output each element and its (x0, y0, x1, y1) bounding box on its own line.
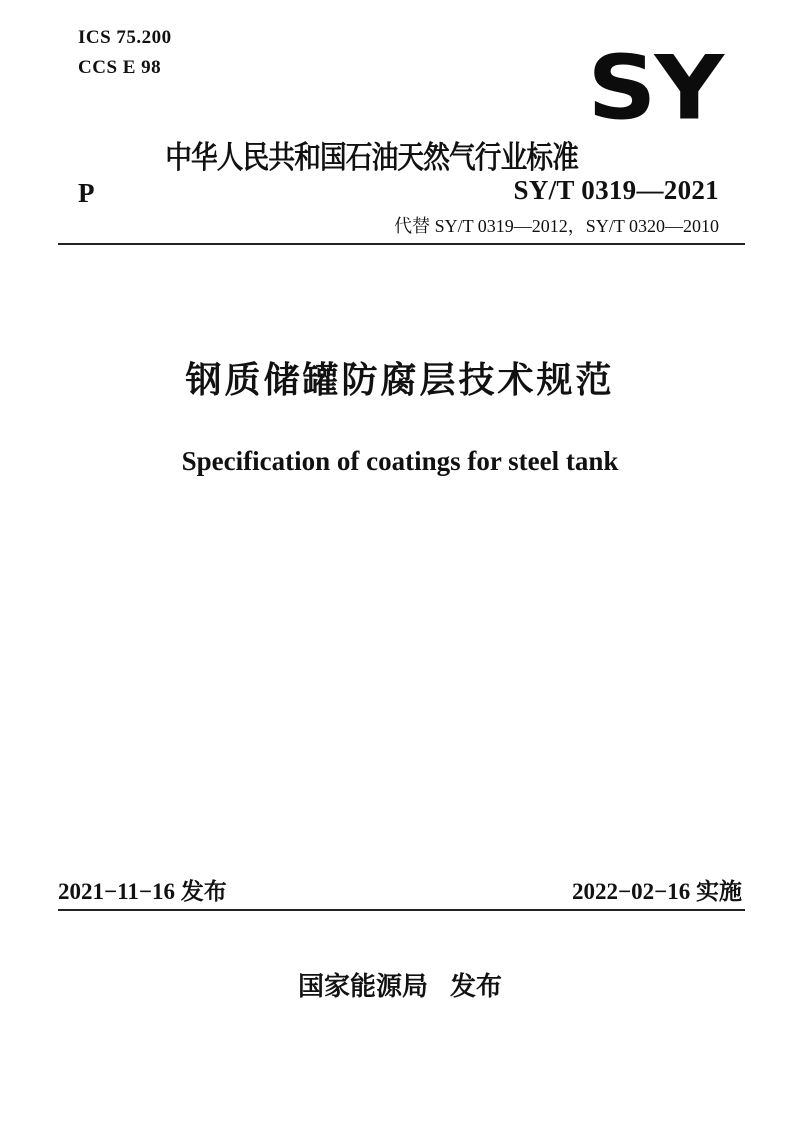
industry-standard-name: 中华人民共和国石油天然气行业标准 (165, 140, 578, 176)
document-title-chinese: 钢质储罐防腐层技术规范 (185, 360, 615, 401)
header-divider (58, 243, 745, 245)
implementation-date: 2022−02−16 实施 (572, 879, 742, 904)
issuer-action: 发布 (450, 972, 503, 1002)
ccs-code: CCS E 98 (78, 57, 162, 78)
classification-letter: P (78, 178, 95, 208)
replaces-note: 代替 SY/T 0319—2012，SY/T 0320—2010 (394, 216, 719, 236)
document-title-english: Specification of coatings for steel tank (181, 446, 619, 476)
standard-number: SY/T 0319—2021 (513, 175, 719, 205)
issuer-name: 国家能源局 (297, 972, 428, 1002)
sy-logo: SY (587, 36, 722, 140)
issuer-line (0, 966, 800, 1003)
issue-date: 2021−11−16 发布 (58, 879, 227, 904)
footer-divider (58, 909, 745, 911)
ics-code: ICS 75.200 (78, 27, 172, 48)
